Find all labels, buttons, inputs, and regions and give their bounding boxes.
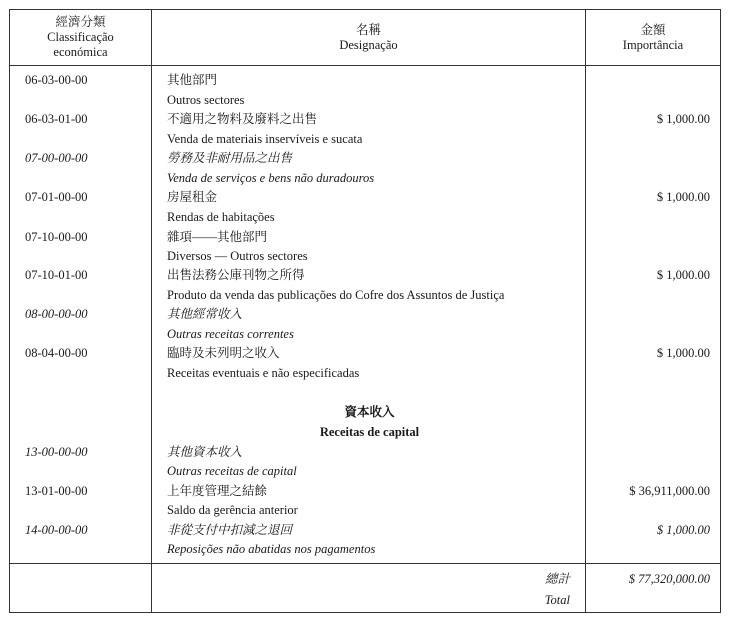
- total-divider: [10, 563, 720, 564]
- row-amount: $ 1,000.00: [656, 523, 710, 537]
- row-desc-pt: Outras receitas correntes: [167, 327, 294, 341]
- section-title-zh: 資本收入: [344, 405, 395, 419]
- header-divider: [10, 65, 720, 66]
- total-label-zh: 總計: [544, 572, 570, 586]
- row-code: 07-10-00-00: [25, 230, 88, 244]
- row-amount: $ 1,000.00: [656, 268, 710, 282]
- row-amount: $ 1,000.00: [656, 346, 710, 360]
- row-desc-zh: 房屋租金: [167, 190, 218, 204]
- row-amount: $ 1,000.00: [656, 190, 710, 204]
- row-code: 06-03-00-00: [25, 73, 88, 87]
- column-divider: [585, 10, 586, 612]
- row-desc-zh: 臨時及未列明之收入: [167, 346, 280, 360]
- row-code: 06-03-01-00: [25, 112, 88, 126]
- row-desc-pt: Venda de serviços e bens não duradouros: [167, 171, 375, 185]
- total-amount: $ 77,320,000.00: [628, 572, 710, 586]
- total-label-pt: Total: [544, 593, 570, 607]
- row-amount: $ 36,911,000.00: [629, 484, 710, 498]
- row-code: 07-10-01-00: [25, 268, 88, 282]
- row-desc-zh: 不適用之物料及廢料之出售: [167, 112, 318, 126]
- header-amt-zh: 金額: [640, 22, 666, 37]
- header-code-zh: 經濟分類: [55, 15, 106, 29]
- section-title-pt: Receitas de capital: [319, 425, 420, 439]
- row-desc-zh: 出售法務公庫刊物之所得: [167, 268, 305, 282]
- header-amount: [586, 10, 720, 65]
- row-desc-pt: Receitas eventuais e não especificadas: [167, 366, 360, 380]
- header-designation: [152, 10, 585, 65]
- row-code: 07-01-00-00: [25, 190, 88, 204]
- row-code: 13-00-00-00: [25, 445, 88, 459]
- header-desc-zh: 名稱: [355, 22, 381, 37]
- budget-table: [9, 9, 721, 613]
- row-code: 07-00-00-00: [25, 151, 88, 165]
- header-code: [10, 10, 151, 65]
- row-desc-zh: 雜項——其他部門: [167, 230, 268, 244]
- row-code: 14-00-00-00: [25, 523, 88, 537]
- row-desc-zh: 其他部門: [167, 73, 218, 87]
- row-code: 13-01-00-00: [25, 484, 88, 498]
- header-amt-pt: Importância: [622, 37, 684, 52]
- row-desc-zh: 勞務及非耐用品之出售: [167, 151, 293, 165]
- row-code: 08-04-00-00: [25, 346, 88, 360]
- row-desc-pt: Diversos — Outros sectores: [167, 249, 308, 263]
- header-desc-pt: Designação: [339, 37, 398, 52]
- row-desc-pt: Outros sectores: [167, 93, 245, 107]
- row-desc-zh: 非從支付中扣減之退回: [167, 523, 293, 537]
- row-desc-pt: Reposições não abatidas nos pagamentos: [167, 542, 376, 556]
- row-desc-pt: Produto da venda das publicações do Cofre dos Assuntos de Justiça: [167, 288, 505, 302]
- row-desc-zh: 上年度管理之結餘: [167, 484, 268, 498]
- row-desc-zh: 其他經常收入: [167, 307, 243, 321]
- row-desc-zh: 其他資本收入: [167, 445, 243, 459]
- header-code-pt1: Classificação: [47, 30, 114, 44]
- row-desc-pt: Outras receitas de capital: [167, 464, 297, 478]
- row-desc-pt: Saldo da gerência anterior: [167, 503, 298, 517]
- header-code-pt2: económica: [53, 45, 108, 59]
- row-amount: $ 1,000.00: [656, 112, 710, 126]
- row-code: 08-00-00-00: [25, 307, 88, 321]
- column-divider: [151, 10, 152, 612]
- row-desc-pt: Venda de materiais inservíveis e sucata: [167, 132, 363, 146]
- row-desc-pt: Rendas de habitações: [167, 210, 275, 224]
